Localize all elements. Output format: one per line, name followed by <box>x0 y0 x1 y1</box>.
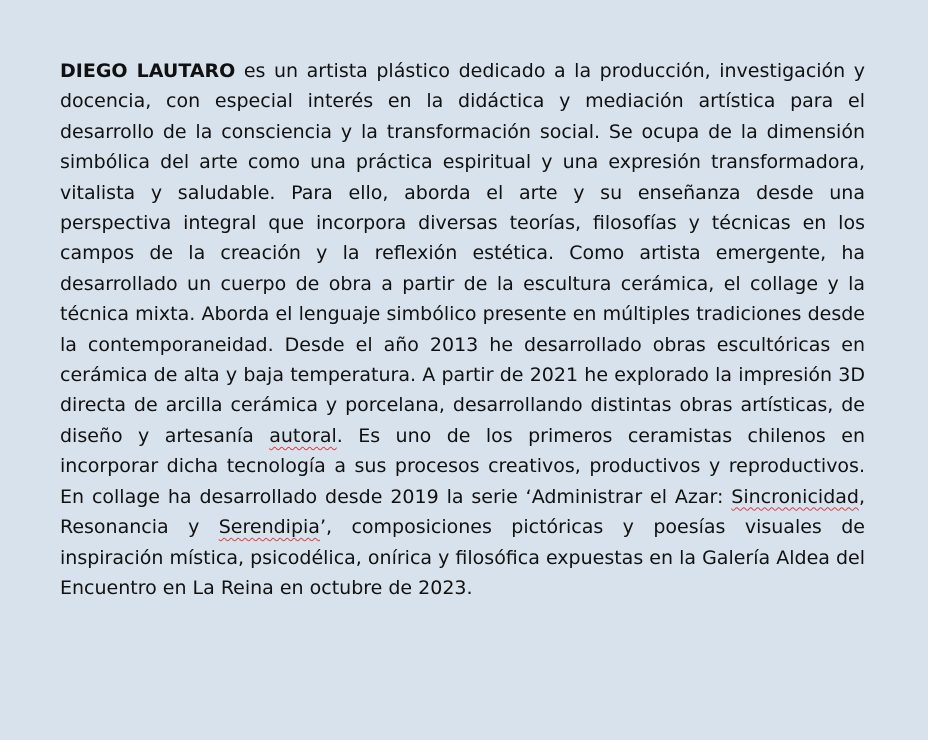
spellcheck-word-autoral[interactable]: autoral <box>269 424 337 447</box>
artist-name: DIEGO LAUTARO <box>60 60 236 82</box>
spellcheck-word-serendipia[interactable]: Serendipia <box>218 516 320 539</box>
bio-text-part-4: ’, composiciones pictóricas y poesías visuales de inspiración mística, psicodélica, onírica y filosófica expuestas en la Galería Aldea del Encuentro en La Reina en octubre de 2023. <box>60 516 865 599</box>
bio-paragraph <box>60 56 865 603</box>
bio-text-part-3: , Resonancia y <box>60 485 865 539</box>
spellcheck-word-sincronicidad[interactable]: Sincronicidad <box>731 485 859 508</box>
bio-text-part-2: . Es uno de los primeros ceramistas chilenos en incorporar dicha tecnología a sus procesos creativos, productivos y reproductivos. En collage ha desarrollado desde 2019 la serie ‘Administrar el Azar: <box>60 424 865 508</box>
bio-text-part-1: es un artista plástico dedicado a la producción, investigación y docencia, con especial interés en la didáctica y mediación artística para el desarrollo de la consciencia y la transformación social. Se ocupa de la dimensión simbólica del arte como una práctica espiritual y una expresión transformadora, vitalista y saludable. Para ello, aborda el arte y su enseñanza desde una perspectiva integral que incorpora diversas teorías, filosofías y técnicas en los campos de la creación y la reflexión estética. Como artista emergente, ha desarrollado un cuerpo de obra a partir de la escultura cerámica, el collage y la técnica mixta. Aborda el lenguaje simbólico presente en múltiples tradiciones desde la contemporaneidad. Desde el año 2013 he desarrollado obras escultóricas en cerámica de alta y baja temperatura. A partir de 2021 he explorado la impresión 3D directa de arcilla cerámica y porcelana, desarrollando distintas obras artísticas, de diseño y artesanía <box>60 60 866 447</box>
